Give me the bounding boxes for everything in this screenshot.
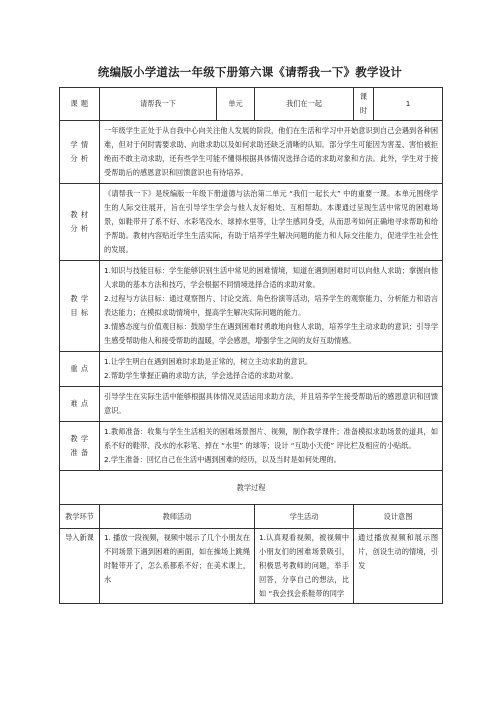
column-header-teacher: 教师活动	[100, 505, 255, 529]
student-analysis-row	[60, 121, 443, 184]
difficulty-label: 难 点	[60, 387, 100, 422]
key-points-content	[100, 352, 443, 387]
key-points-label: 重 点	[60, 352, 100, 387]
topic-label: 课 题	[60, 88, 100, 121]
topic-value: 请帮我一下	[100, 88, 217, 121]
goal-item: 3.情感态度与价值观目标：鼓励学生在遇到困难时勇敢地向他人求助，培养学生主动求助的意识；引导学生感受帮助他人和接受帮助的温暖，学会感恩，增强学生之间的友好互助情感。	[104, 322, 439, 345]
column-header-stage: 教学环节	[60, 505, 100, 529]
difficulty-row	[60, 387, 443, 422]
process-columns-row	[60, 505, 443, 529]
process-student-activity: 1.认真观看视频，被视频中小朋友们的困难场景吸引，积极思考教师的问题，举手回答，分享自己的想法，比如 “我会找会系鞋带的同学	[255, 529, 354, 604]
unit-label: 单元	[217, 88, 255, 121]
process-design-intent: 通过播放视频和展示图片，创设生动的情境，引发	[354, 529, 443, 604]
goal-item: 2.过程与方法目标：通过观察图片、讨论交流、角色扮演等活动，培养学生的观察能力、分析能力和语言表达能力；在模拟求助情境中，提高学生解决实际问题的能力。	[104, 294, 439, 317]
goal-item: 1.知识与技能目标：学生能够识别生活中常见的困难情境，知道在遇到困难时可以向他人求助；掌握向他人求助的基本方法和技巧，学会根据不同情境选择合适的求助对象。	[104, 266, 439, 289]
preparation-content	[100, 422, 443, 471]
hours-label: 课时	[354, 88, 374, 121]
lesson-plan-table	[59, 87, 443, 604]
unit-value: 我们在一起	[255, 88, 354, 121]
student-analysis-content: 一年级学生正处于从自我中心向关注他人发展的阶段，他们在生活和学习中开始意识到自己会遇到各种困难，但对于何时需要求助、向谁求助以及如何求助还缺乏清晰的认知。部分学生可能因为害羞、害怕被拒绝而不敢主动求助，还有些学生可能不懂得根据具体情况选择合适的求助对象和方法。此外，学生对于接受帮助后的感恩意识和回馈意识也有待培养。	[100, 121, 443, 184]
student-analysis-label: 学 情 分 析	[60, 121, 100, 184]
key-point-item: 1.让学生明白在遇到困难时求助是正常的，树立主动求助的意识。	[104, 357, 313, 366]
process-row	[60, 529, 443, 604]
material-analysis-label: 教 材 分 析	[60, 184, 100, 261]
process-heading-row	[60, 471, 443, 505]
preparation-label: 教 学 准 备	[60, 422, 100, 471]
preparation-item: 2.学生准备：回忆自己在生活中遇到困难的经历，以及当时是如何处理的。	[104, 455, 341, 464]
teaching-goals-content	[100, 261, 443, 352]
document-title: 统编版小学道法一年级下册第六课《请帮我一下》教学设计	[97, 65, 403, 79]
column-header-intent: 设计意图	[354, 505, 443, 529]
teaching-goals-label: 教 学 目 标	[60, 261, 100, 352]
key-points-row	[60, 352, 443, 387]
process-teacher-activity: 1. 播放一段视频，视频中展示了几个小朋友在不同场景下遇到困难的画面，如在操场上跳绳时鞋带开了，怎么系都系不好；在美术课上，水	[100, 529, 255, 604]
material-analysis-row	[60, 184, 443, 261]
preparation-row	[60, 422, 443, 471]
process-heading: 教学过程	[60, 471, 443, 505]
difficulty-content: 引导学生在实际生活中能够根据具体情况灵活运用求助方法，并且培养学生接受帮助后的感恩意识和回馈意识。	[100, 387, 443, 422]
material-analysis-content: 《请帮我一下》是统编版一年级下册道德与法治第二单元 “我们一起长大” 中的重要一课。本单元围绕学生的人际交往展开，旨在引导学生学会与他人友好相处、互相帮助。本课通过呈现生活中常见的困难场景，如鞋带开了系不好、水彩笔没水、球掉水里等，让学生感同身受，从而思考如何正确地寻求帮助和给予帮助。教材内容贴近学生生活实际，有助于培养学生解决问题的能力和人际交往能力，促进学生社会性的发展。	[100, 184, 443, 261]
key-point-item: 2.帮助学生掌握正确的求助方法，学会选择合适的求助对象。	[104, 371, 298, 380]
teaching-goals-row	[60, 261, 443, 352]
preparation-item: 1.教师准备：收集与学生生活相关的困难场景图片、视频，制作教学课件；准备模拟求助场景的道具，如系不好的鞋带、没水的水彩笔、掉在 “水里” 的球等；设计 “互助小天使” 评比栏及相应的小贴纸。	[104, 427, 439, 450]
hours-value: 1	[374, 88, 443, 121]
process-stage: 导入新课	[60, 529, 100, 604]
header-row	[60, 88, 443, 121]
column-header-student: 学生活动	[255, 505, 354, 529]
